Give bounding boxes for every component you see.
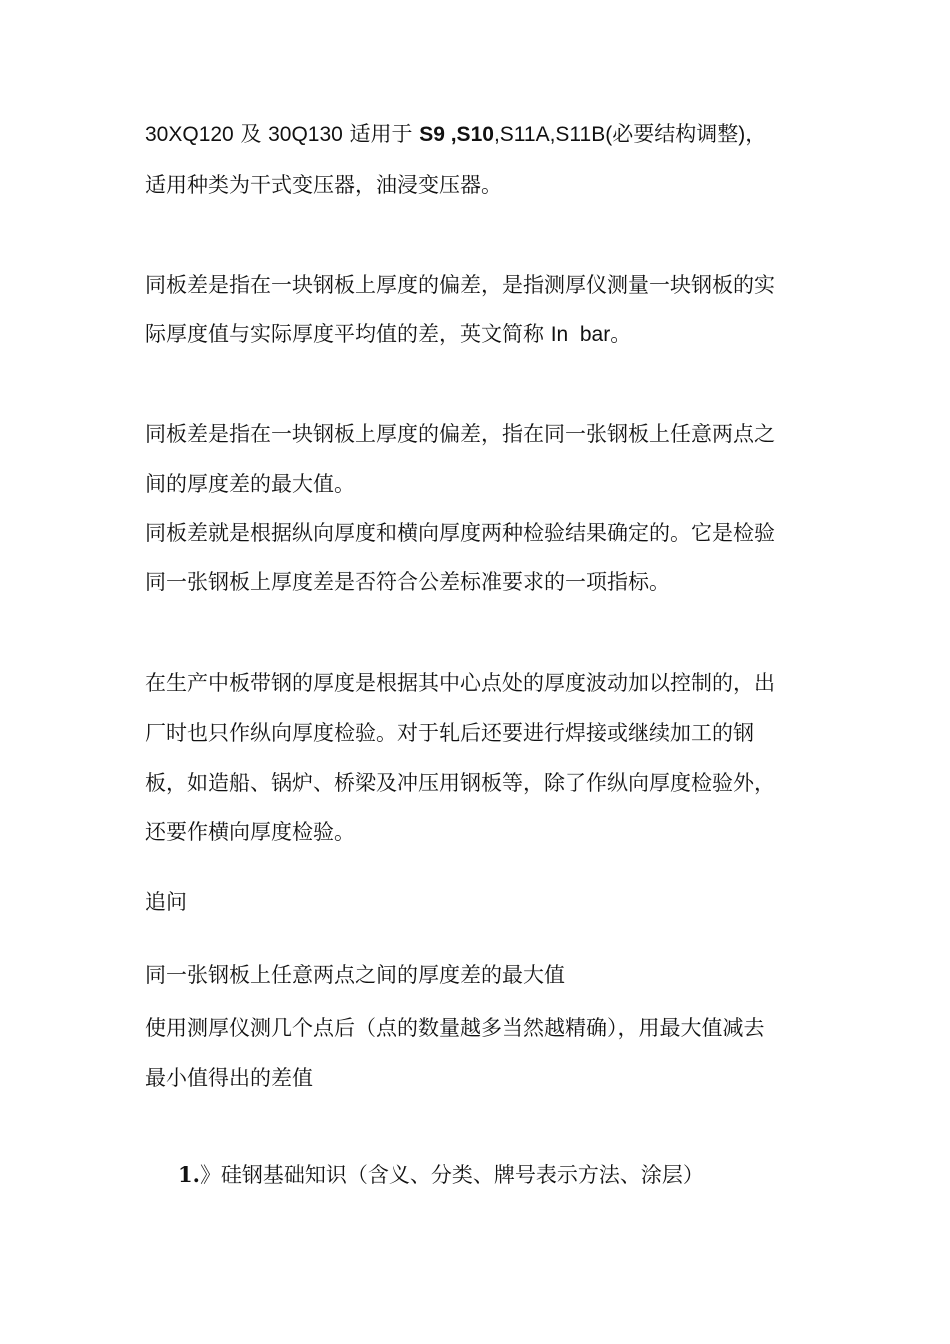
paragraph-6-line-3: 最小值得出的差值 bbox=[145, 1066, 313, 1090]
paragraph-2-line-2-text: 际厚度值与实际厚度平均值的差，英文简称 bbox=[145, 322, 551, 346]
model-code-2: 30Q130 bbox=[268, 123, 343, 146]
paragraph-6-line-2: 使用测厚仪测几个点后（点的数量越多当然越精确），用最大值减去 bbox=[145, 1016, 765, 1040]
paragraph-2-line-1: 同板差是指在一块钢板上厚度的偏差，是指测厚仪测量一块钢板的实 bbox=[145, 273, 775, 297]
paragraph-2-line-2 bbox=[145, 319, 631, 350]
connector-text: 及 bbox=[233, 122, 269, 146]
paragraph-3-line-4: 同一张钢板上厚度差是否符合公差标准要求的一项指标。 bbox=[145, 570, 670, 594]
applies-to-text: 适用于 bbox=[342, 122, 420, 146]
follow-up-label: 追问 bbox=[145, 890, 187, 914]
paragraph-1-line-2: 适用种类为干式变压器，油浸变压器。 bbox=[145, 173, 502, 197]
paragraph-1-line-1 bbox=[145, 119, 766, 150]
model-s11: ,S11A,S11B( bbox=[493, 123, 613, 146]
closing-paren: )， bbox=[738, 123, 767, 146]
paragraph-4-line-1: 在生产中板带钢的厚度是根据其中心点处的厚度波动加以控制的，出 bbox=[145, 671, 775, 695]
paragraph-3-line-1: 同板差是指在一块钢板上厚度的偏差，指在同一张钢板上任意两点之 bbox=[145, 422, 775, 446]
adjustment-note: 必要结构调整 bbox=[612, 122, 739, 146]
model-s9: S9 bbox=[419, 123, 445, 146]
model-s10: ,S10 bbox=[444, 123, 494, 146]
section-title: 》硅钢基础知识（含义、分类、牌号表示方法、涂层） bbox=[199, 1163, 704, 1187]
period: 。 bbox=[610, 322, 632, 346]
paragraph-6-line-1: 同一张钢板上任意两点之间的厚度差的最大值 bbox=[145, 963, 565, 987]
model-code-1: 30XQ120 bbox=[145, 123, 234, 146]
paragraph-3-line-3: 同板差就是根据纵向厚度和横向厚度两种检验结果确定的。它是检验 bbox=[145, 521, 775, 545]
english-term: In bar bbox=[550, 323, 611, 346]
paragraph-3-line-2: 间的厚度差的最大值。 bbox=[145, 472, 355, 496]
paragraph-4-line-4: 还要作横向厚度检验。 bbox=[145, 820, 355, 844]
paragraph-4-line-3: 板，如造船、锅炉、桥梁及冲压用钢板等，除了作纵向厚度检验外， bbox=[145, 771, 775, 795]
paragraph-4-line-2: 厂时也只作纵向厚度检验。对于轧后还要进行焊接或继续加工的钢 bbox=[145, 721, 754, 745]
section-number: 1. bbox=[178, 1162, 200, 1187]
section-heading bbox=[178, 1160, 704, 1190]
